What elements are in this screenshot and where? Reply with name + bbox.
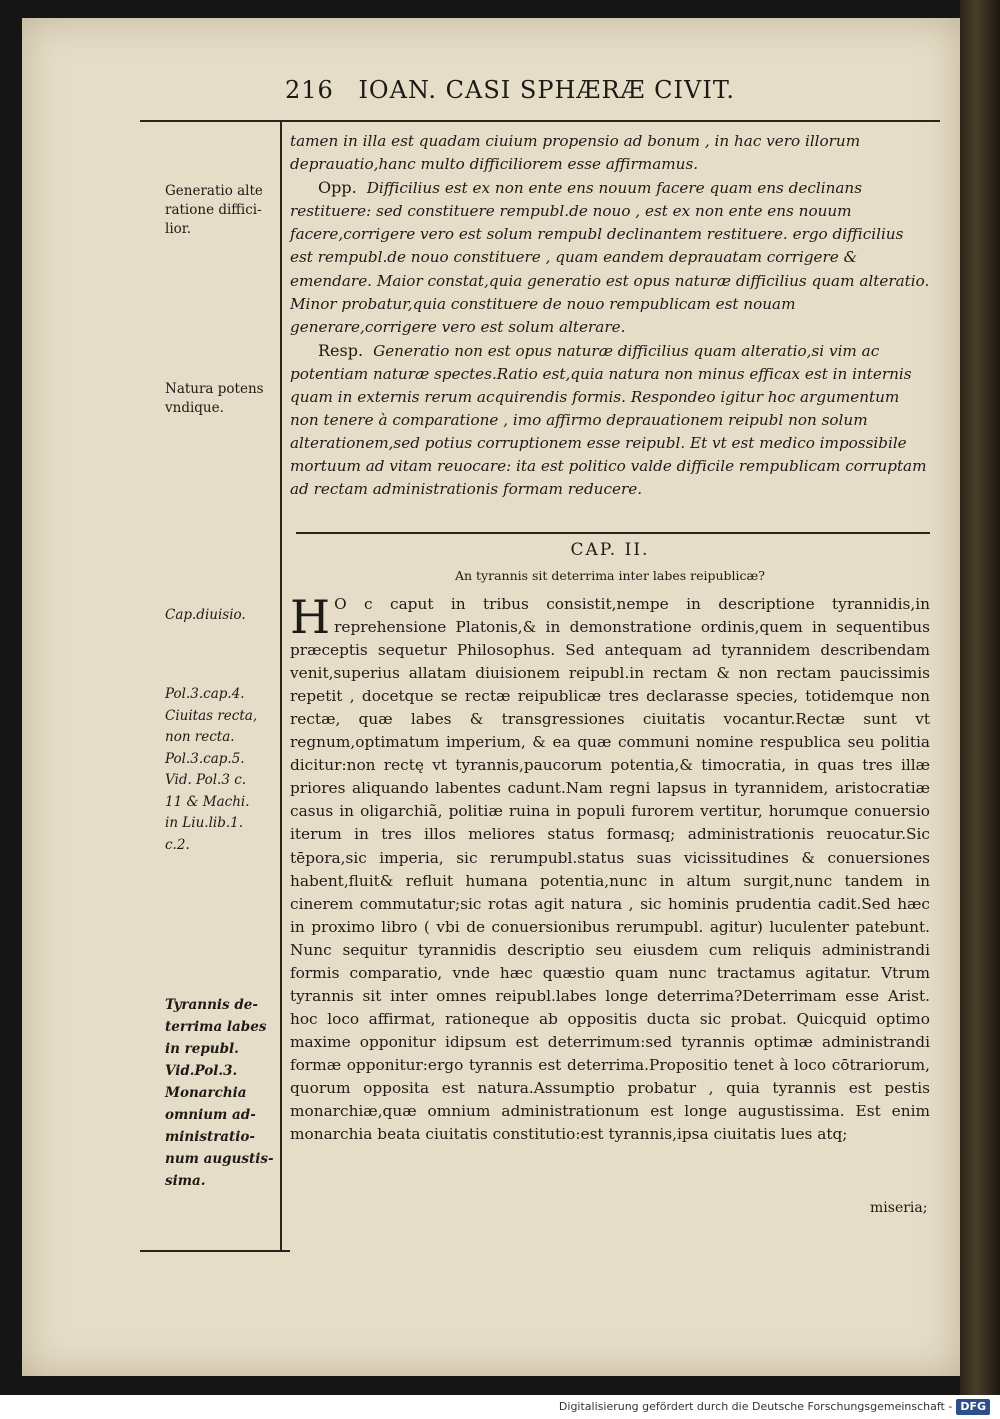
chapter-title: CAP. II. <box>570 540 650 560</box>
footer-bar <box>0 1395 1000 1419</box>
running-header <box>285 76 735 104</box>
chapter-text: O c caput in tribus consistit,nempe in descriptione tyrannidis,in reprehensione Platonis,& in demonstratione ordinis,quem in sequentibus præceptis sequetur Philosophus. Sed antequam ad tyrannidem describendam venit,superius allatam diuisionem reipubl.in rectam & non rectam paucissimis repetit , docetque se rectæ reipublicæ tres declarasse species, totidemque non rectæ, quæ labes & transgressiones ciuitatis vocantur.Rectæ sunt vt regnum,optimatum imperium, & ea quæ communi nomine respublica seu politia dicitur:non rectę vt tyrannis,paucorum potentia,& timocratia, in quas tres illæ priores aliquando labentes cadunt.Nam regni lapsus in tyrannidem, aristocratiæ casus in oligarchiã, politiæ ruina in populi furorem vertitur, horumque conuersio iterum in tres illos meliores status formasq; administrationis reuocatur.Sic tēpora,sic imperia, sic rerumpubl.status suas vicissitudines & conuersiones habent,fluit& refluit humana potentia,nunc in altum surgit,nunc tandem in cinerem commutatur;sic rotas agit natura , sic hominis prudentia cadit.Sed hæc in proximo libro ( vbi de conuersionibus rerumpubl. agitur) luculenter patebunt. Nunc sequitur tyrannidis descriptio seu eiusdem cum reliquis administrandi formis comparatio, vnde hæc quæstio quam nunc tractamus agitatur. Vtrum tyrannis sit inter omnes reipubl.labes longe deterrima?Deterrimam esse Arist. hoc loco affirmat, rationeque ab oppositis ducta sic probat. Quicquid optimo maxime opponitur idipsum est deterrimum:sed tyrannis optimæ administrandi formæ opponitur:ergo tyrannis est deterrima.Propositio tenet à loco cōtrariorum, quorum opposita est natura.Assumptio probatur , quia tyrannis est pestis monarchiæ,quæ omnium administrationum est longe augustissima. Est enim monarchia beata ciuitatis constitutio:est tyrannis,ipsa ciuitatis lues atq; <box>290 595 930 1144</box>
bottom-rule <box>140 1250 290 1252</box>
response-paragraph <box>290 339 930 502</box>
book-spine <box>960 0 1000 1395</box>
section-objection-response <box>290 130 930 502</box>
footer-text: Digitalisierung gefördert durch die Deutsche Forschungsgemeinschaft - <box>558 1400 953 1413</box>
dfg-logo: DFG <box>956 1399 990 1415</box>
marginal-note-tyrannis: Tyrannis de- terrima labes in republ. Vid.Pol.3. Monarchia omnium ad- ministratio- num augustis- sima. <box>165 997 274 1189</box>
margin-column-rule <box>280 120 282 1250</box>
running-title: IOAN. CASI SPHÆRÆ CIVIT. <box>358 76 735 104</box>
marginal-note-natura: Natura potens vndique. <box>165 381 264 416</box>
marginal-note-cap-diuisio: Cap.diuisio. <box>165 607 246 623</box>
catchword: miseria; <box>870 1200 928 1216</box>
page-number: 216 <box>285 76 334 104</box>
marginal-note-generatio: Generatio alte ratione diffici- lior. <box>165 183 263 237</box>
marginal-note-pol: Pol.3.cap.4. Ciuitas recta, non recta. Pol.3.cap.5. Vid. Pol.3 c. 11 & Machi. in Liu.lib.1. c.2. <box>165 686 258 853</box>
chapter-body <box>290 590 930 1146</box>
objection-paragraph <box>290 176 930 339</box>
opening-paragraph: tamen in illa est quadam ciuium propensio ad bonum , in hac vero illorum deprauatio,hanc multo difficiliorem esse affirmamus. <box>290 132 861 174</box>
drop-cap: H <box>290 590 331 644</box>
opp-text: Difficilius est ex non ente ens nouum facere quam ens declinans restituere: sed constituere rempubl.de nouo , est ex non ente ens nouum facere,corrigere vero est solum rempubl declinantem restituere. ergo difficilius est rempubl.de nouo constituere , quam eandem deprauatam corrigere & emendare. Maior constat,quia generatio est opus naturæ difficilius quam alteratio. Minor probatur,quia constituere de nouo rempublicam est nouam generare,corrigere vero est solum alterare. <box>290 179 930 336</box>
chapter-subtitle: An tyrannis sit deterrima inter labes reipublicæ? <box>454 568 766 583</box>
header-rule <box>140 120 940 122</box>
resp-text: Generatio non est opus naturæ difficilius quam alteratio,si vim ac potentiam naturæ spectes.Ratio est,quia natura non minus efficax est in internis quam in externis rerum acquirendis formis. Respondeo igitur hoc argumentum non tenere à comparatione , imo affirmo deprauationem reipubl non solum alterationem,sed potius corruptionem esse reipubl. Et vt est medico impossibile mortuum ad vitam reuocare: ita est politico valde difficile rempublicam corruptam ad rectam administrationis formam reducere. <box>290 341 927 499</box>
section-separator-rule <box>296 532 930 534</box>
chapter-paragraph <box>290 590 930 1146</box>
resp-label: Resp. <box>318 340 364 360</box>
opp-label: Opp. <box>318 178 357 198</box>
